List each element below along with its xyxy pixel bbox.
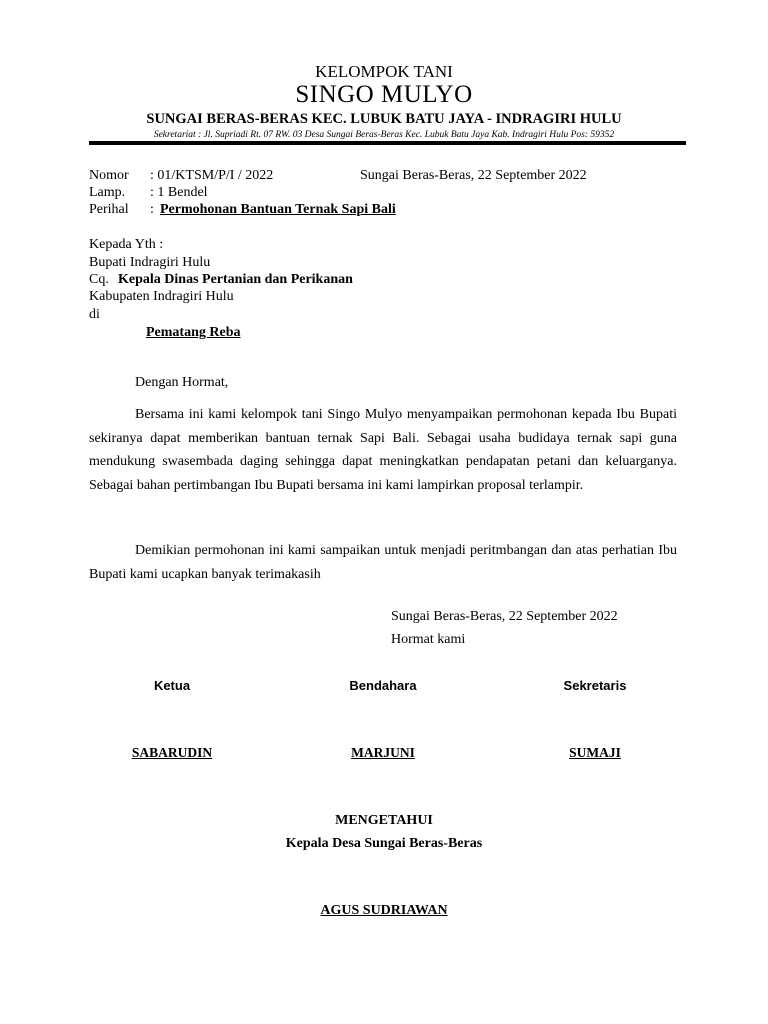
nomor-label: Nomor: [89, 168, 129, 183]
closing-salutation: Hormat kami: [391, 632, 466, 647]
lamp-value: : 1 Bendel: [150, 185, 208, 200]
addressee-salutation: Kepada Yth :: [89, 237, 164, 252]
letterhead-location: SUNGAI BERAS-BERAS KEC. LUBUK BATU JAYA - INDRAGIRI HULU: [146, 111, 622, 127]
addressee-regency: Kabupaten Indragiri Hulu: [89, 289, 234, 304]
addressee-place: Pematang Reba: [146, 325, 241, 340]
signatory-role-sekretaris: Sekretaris: [563, 678, 627, 693]
letter-date: Sungai Beras-Beras, 22 September 2022: [360, 168, 587, 183]
acknowledgement-title: Kepala Desa Sungai Beras-Beras: [285, 836, 483, 851]
addressee-di: di: [89, 307, 100, 322]
body-paragraph-1: Bersama ini kami kelompok tani Singo Mulyo menyampaikan permohonan kepada Ibu Bupati sekiranya dapat memberikan bantuan ternak Sapi Bali. Sebagai usaha budidaya ternak sapi guna mendukung swasembada daging sehingga dapat meningkatkan pendapatan petani dan keluarganya. Sebagai bahan pertimbangan Ibu Bupati bersama ini kami lampirkan proposal terlampir.: [89, 407, 677, 493]
perihal-label: Perihal: [89, 202, 129, 217]
letterhead-group-type: KELOMPOK TANI: [315, 62, 453, 81]
acknowledgement-name: [234, 902, 534, 920]
signatory-name-sekretaris: SUMAJI: [569, 745, 621, 760]
addressee-cq-value: Kepala Dinas Pertanian dan Perikanan: [118, 272, 353, 287]
perihal-value: Permohonan Bantuan Ternak Sapi Bali: [160, 202, 396, 217]
letterhead-secretariat-address: Sekretariat : Jl. Supriadi Rt. 07 RW. 03 Desa Sungai Beras-Beras Kec. Lubuk Batu Jaya Kab. Indragiri Hulu Pos: 59352: [153, 130, 615, 140]
perihal-colon: :: [150, 202, 154, 217]
addressee-recipient: Bupati Indragiri Hulu: [89, 255, 211, 270]
signatory-role-ketua: Ketua: [153, 678, 191, 693]
letterhead-group-name: SINGO MULYO: [295, 81, 473, 108]
acknowledgement-heading: MENGETAHUI: [335, 813, 433, 828]
body-paragraph-2: Demikian permohonan ini kami sampaikan untuk menjadi peritmbangan dan atas perhatian Ibu Bupati kami ucapkan banyak terimakasih: [89, 543, 677, 582]
acknowledgement-name-text: AGUS SUDRIAWAN: [320, 903, 448, 918]
letterhead-divider: [89, 141, 686, 145]
addressee-cq-label: Cq.: [89, 272, 109, 287]
signatory-role-bendahara: Bendahara: [349, 678, 417, 693]
closing-date: Sungai Beras-Beras, 22 September 2022: [391, 609, 618, 624]
letterhead: [0, 62, 768, 141]
signatory-name-bendahara: MARJUNI: [351, 745, 415, 760]
greeting: Dengan Hormat,: [135, 375, 229, 390]
lamp-label: Lamp.: [89, 185, 126, 200]
signatory-name-ketua: SABARUDIN: [131, 745, 213, 760]
nomor-value: : 01/KTSM/P/I / 2022: [150, 168, 274, 183]
